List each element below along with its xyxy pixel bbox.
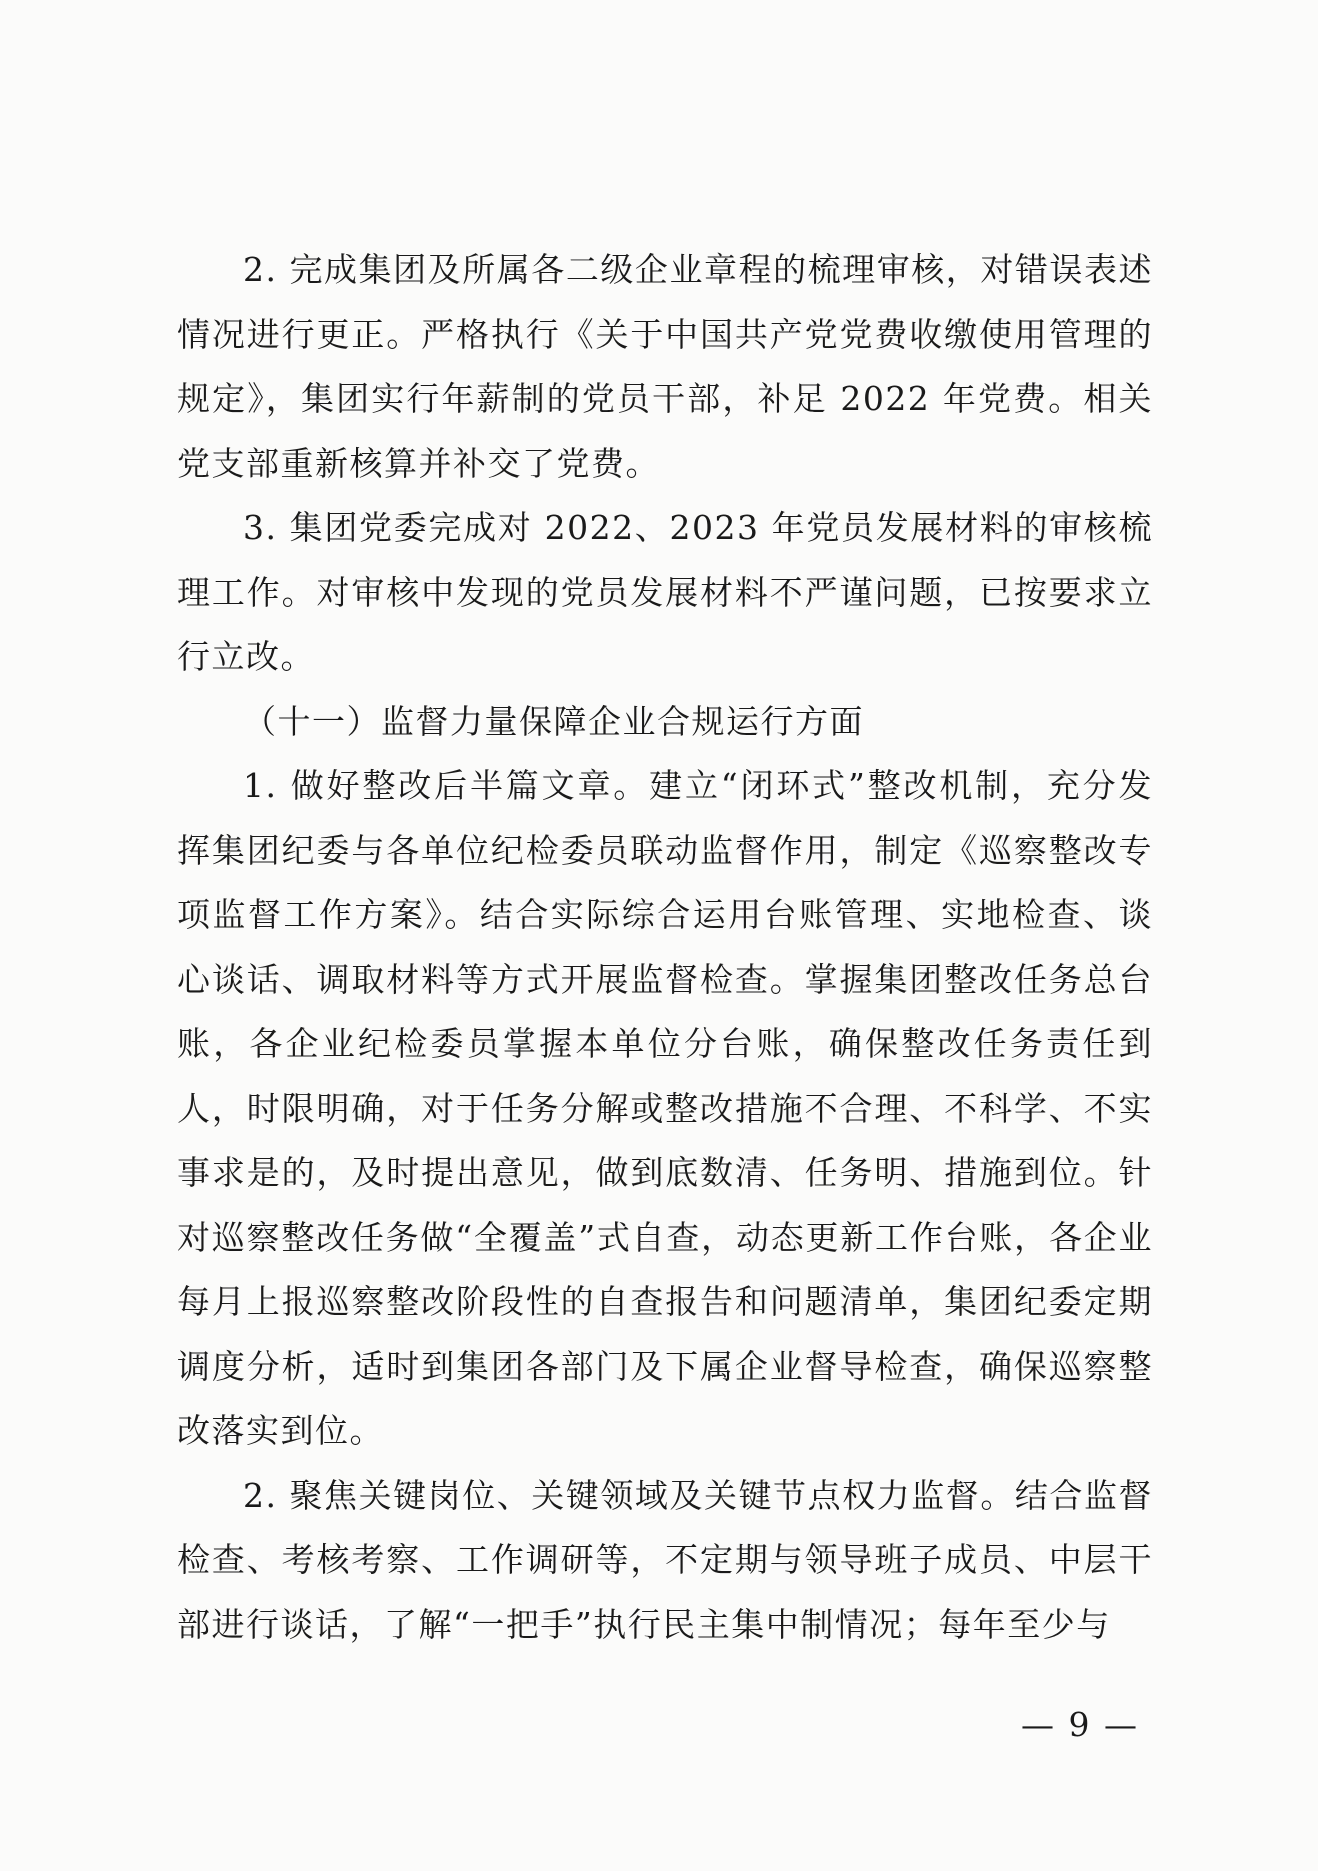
paragraph-2-charter-review: 2. 完成集团及所属各二级企业章程的梳理审核，对错误表述情况进行更正。严格执行《关于中国共产党党费收缴使用管理的规定》，集团实行年薪制的党员干部，补足 2022 年党费。相关党支部重新核算并补交了党费。 [177,250,1153,483]
document-body [177,238,1153,1657]
page-number: — 9 — [1021,1705,1139,1744]
section-paragraph-1-rectification: 1. 做好整改后半篇文章。建立“闭环式”整改机制，充分发挥集团纪委与各单位纪检委员联动监督作用，制定《巡察整改专项监督工作方案》。结合实际综合运用台账管理、实地检查、谈心谈话、调取材料等方式开展监督检查。掌握集团整改任务总台账，各企业纪检委员掌握本单位分台账，确保整改任务责任到人，时限明确，对于任务分解或整改措施不合理、不科学、不实事求是的，及时提出意见，做到底数清、任务明、措施到位。针对巡察整改任务做“全覆盖”式自查，动态更新工作台账，各企业每月上报巡察整改阶段性的自查报告和问题清单，集团纪委定期调度分析，适时到集团各部门及下属企业督导检查，确保巡察整改落实到位。 [177,766,1153,1450]
paragraph-3-member-materials: 3. 集团党委完成对 2022、2023 年党员发展材料的审核梳理工作。对审核中发现的党员发展材料不严谨问题，已按要求立行立改。 [177,508,1153,676]
section-heading: （十一）监督力量保障企业合规运行方面 [243,701,864,741]
section-paragraph-2-key-posts: 2. 聚焦关键岗位、关键领域及关键节点权力监督。结合监督检查、考核考察、工作调研等，不定期与领导班子成员、中层干部进行谈话，了解“一把手”执行民主集中制情况；每年至少与 [177,1475,1153,1644]
